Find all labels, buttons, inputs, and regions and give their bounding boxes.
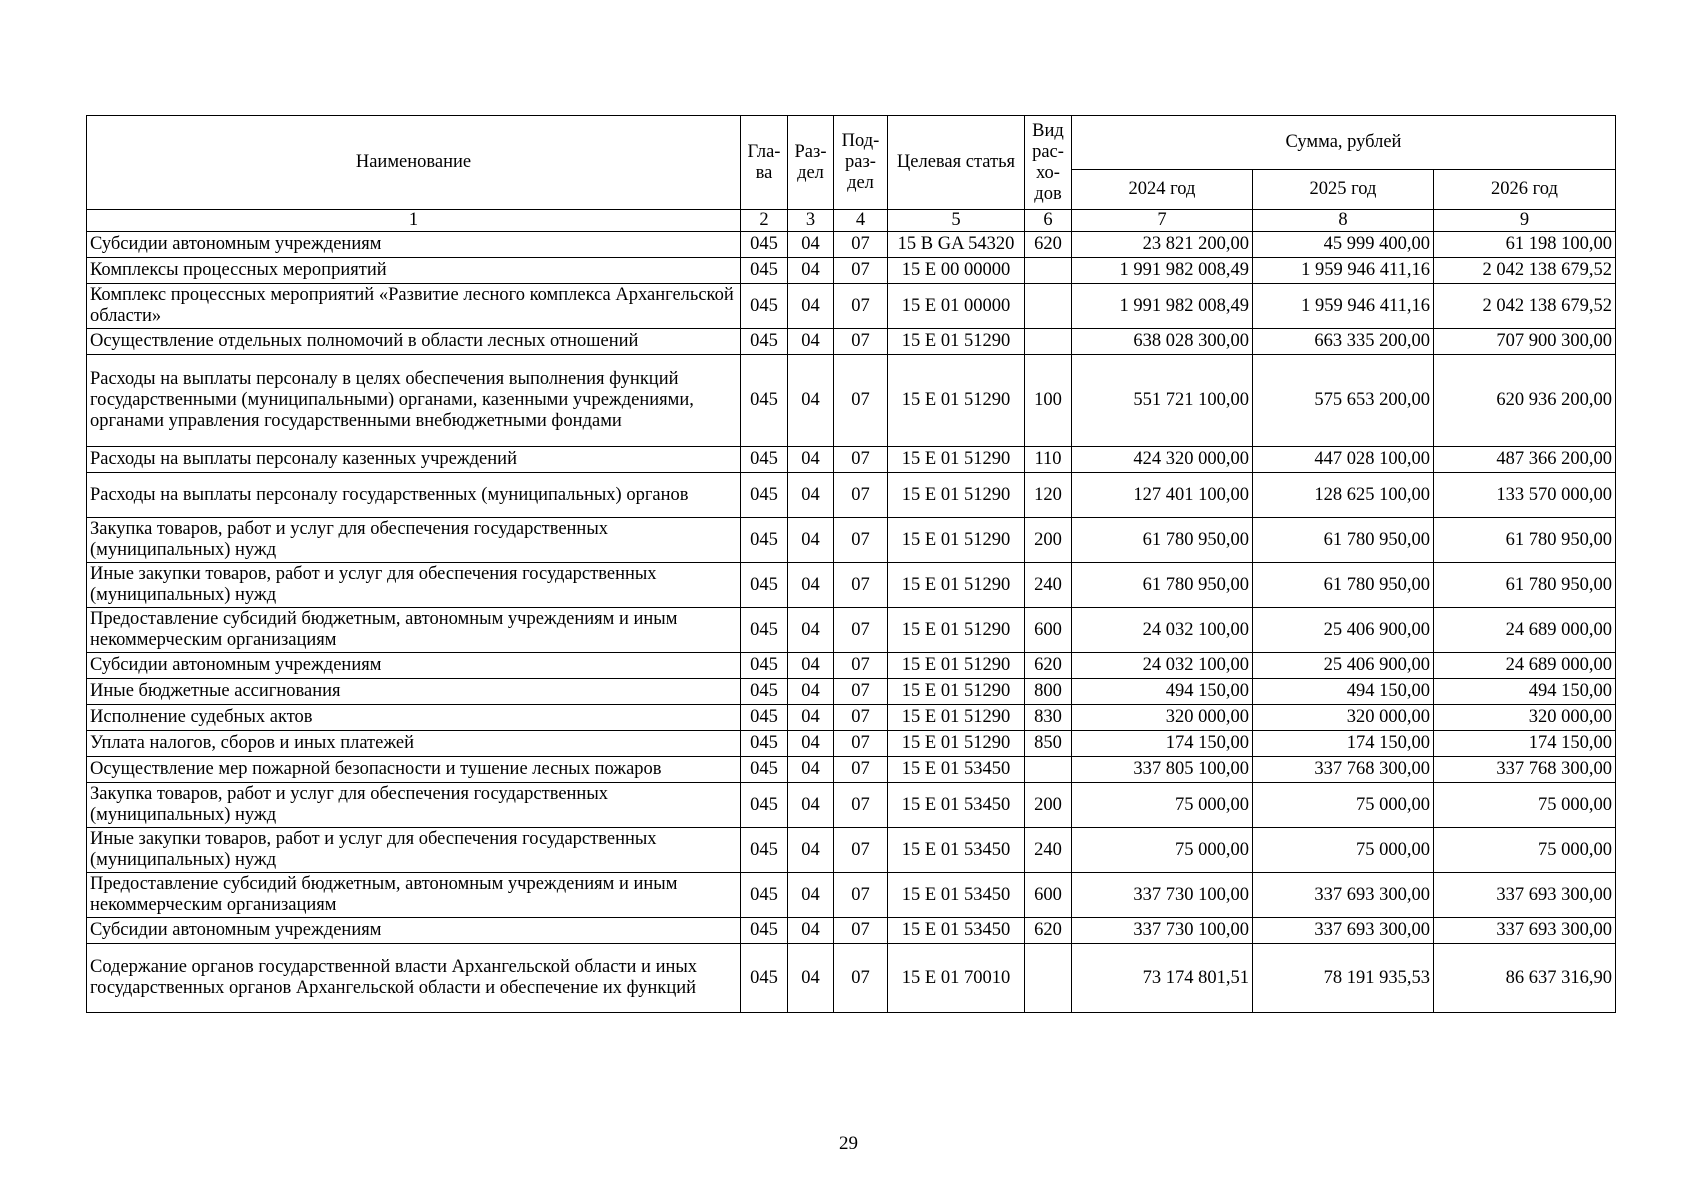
page-number: 29 bbox=[839, 1133, 858, 1154]
header-sum: Сумма, рублей bbox=[1072, 116, 1616, 170]
row-name: Предоставление субсидий бюджетным, автономным учреждениям и иным некоммерческим организациям bbox=[87, 873, 741, 918]
row-target: 15 Е 01 51290 bbox=[888, 731, 1025, 757]
column-number: 5 bbox=[888, 210, 1025, 232]
row-amount-2026: 494 150,00 bbox=[1434, 679, 1616, 705]
row-section: 04 bbox=[788, 783, 834, 828]
row-subsection: 07 bbox=[834, 731, 888, 757]
row-amount-2026: 61 198 100,00 bbox=[1434, 232, 1616, 258]
row-amount-2024: 638 028 300,00 bbox=[1072, 329, 1253, 355]
row-expense-type: 850 bbox=[1025, 731, 1072, 757]
row-target: 15 В GA 54320 bbox=[888, 232, 1025, 258]
row-amount-2025: 320 000,00 bbox=[1253, 705, 1434, 731]
row-name: Осуществление мер пожарной безопасности и тушение лесных пожаров bbox=[87, 757, 741, 783]
row-target: 15 Е 01 51290 bbox=[888, 329, 1025, 355]
row-amount-2025: 447 028 100,00 bbox=[1253, 447, 1434, 473]
row-amount-2026: 86 637 316,90 bbox=[1434, 944, 1616, 1013]
row-name: Закупка товаров, работ и услуг для обеспечения государственных (муниципальных) нужд bbox=[87, 518, 741, 563]
row-target: 15 Е 01 51290 bbox=[888, 679, 1025, 705]
row-amount-2024: 127 401 100,00 bbox=[1072, 473, 1253, 518]
column-number: 2 bbox=[741, 210, 788, 232]
row-target: 15 Е 01 51290 bbox=[888, 518, 1025, 563]
header-year-2025: 2025 год bbox=[1253, 170, 1434, 210]
row-section: 04 bbox=[788, 705, 834, 731]
row-expense-type: 600 bbox=[1025, 608, 1072, 653]
row-amount-2026: 320 000,00 bbox=[1434, 705, 1616, 731]
row-target: 15 Е 01 51290 bbox=[888, 355, 1025, 447]
row-expense-type bbox=[1025, 329, 1072, 355]
column-number: 1 bbox=[87, 210, 741, 232]
row-section: 04 bbox=[788, 563, 834, 608]
row-amount-2024: 320 000,00 bbox=[1072, 705, 1253, 731]
column-number: 9 bbox=[1434, 210, 1616, 232]
row-subsection: 07 bbox=[834, 473, 888, 518]
row-amount-2024: 23 821 200,00 bbox=[1072, 232, 1253, 258]
row-expense-type: 100 bbox=[1025, 355, 1072, 447]
row-target: 15 Е 01 53450 bbox=[888, 873, 1025, 918]
row-chapter: 045 bbox=[741, 608, 788, 653]
row-section: 04 bbox=[788, 944, 834, 1013]
table-row bbox=[87, 563, 1616, 608]
row-amount-2025: 75 000,00 bbox=[1253, 828, 1434, 873]
row-subsection: 07 bbox=[834, 828, 888, 873]
row-name: Расходы на выплаты персоналу государственных (муниципальных) органов bbox=[87, 473, 741, 518]
row-amount-2024: 75 000,00 bbox=[1072, 783, 1253, 828]
row-target: 15 Е 01 51290 bbox=[888, 653, 1025, 679]
row-chapter: 045 bbox=[741, 828, 788, 873]
column-number: 7 bbox=[1072, 210, 1253, 232]
row-subsection: 07 bbox=[834, 232, 888, 258]
table-row bbox=[87, 873, 1616, 918]
row-amount-2025: 1 959 946 411,16 bbox=[1253, 258, 1434, 284]
row-expense-type: 600 bbox=[1025, 873, 1072, 918]
row-subsection: 07 bbox=[834, 653, 888, 679]
row-chapter: 045 bbox=[741, 679, 788, 705]
table-body bbox=[87, 232, 1616, 1013]
row-chapter: 045 bbox=[741, 232, 788, 258]
row-chapter: 045 bbox=[741, 518, 788, 563]
row-name: Иные бюджетные ассигнования bbox=[87, 679, 741, 705]
row-amount-2024: 494 150,00 bbox=[1072, 679, 1253, 705]
header-year-2024: 2024 год bbox=[1072, 170, 1253, 210]
row-chapter: 045 bbox=[741, 258, 788, 284]
header-section: Раз-дел bbox=[788, 116, 834, 210]
row-expense-type: 200 bbox=[1025, 783, 1072, 828]
row-target: 15 Е 01 70010 bbox=[888, 944, 1025, 1013]
column-number: 4 bbox=[834, 210, 888, 232]
row-expense-type: 830 bbox=[1025, 705, 1072, 731]
row-name: Исполнение судебных актов bbox=[87, 705, 741, 731]
row-section: 04 bbox=[788, 679, 834, 705]
row-chapter: 045 bbox=[741, 473, 788, 518]
row-name: Комплекс процессных мероприятий «Развитие лесного комплекса Архангельской области» bbox=[87, 284, 741, 329]
budget-table bbox=[86, 115, 1616, 1013]
row-section: 04 bbox=[788, 918, 834, 944]
row-section: 04 bbox=[788, 873, 834, 918]
row-expense-type: 240 bbox=[1025, 563, 1072, 608]
row-chapter: 045 bbox=[741, 918, 788, 944]
row-amount-2025: 25 406 900,00 bbox=[1253, 653, 1434, 679]
row-name: Закупка товаров, работ и услуг для обеспечения государственных (муниципальных) нужд bbox=[87, 783, 741, 828]
row-expense-type: 800 bbox=[1025, 679, 1072, 705]
row-amount-2025: 174 150,00 bbox=[1253, 731, 1434, 757]
row-chapter: 045 bbox=[741, 329, 788, 355]
row-section: 04 bbox=[788, 355, 834, 447]
table-row bbox=[87, 757, 1616, 783]
row-amount-2025: 128 625 100,00 bbox=[1253, 473, 1434, 518]
row-amount-2026: 2 042 138 679,52 bbox=[1434, 284, 1616, 329]
row-amount-2026: 487 366 200,00 bbox=[1434, 447, 1616, 473]
row-section: 04 bbox=[788, 653, 834, 679]
row-section: 04 bbox=[788, 518, 834, 563]
row-chapter: 045 bbox=[741, 284, 788, 329]
row-name: Осуществление отдельных полномочий в области лесных отношений bbox=[87, 329, 741, 355]
row-target: 15 Е 01 53450 bbox=[888, 783, 1025, 828]
row-amount-2025: 61 780 950,00 bbox=[1253, 518, 1434, 563]
row-name: Комплексы процессных мероприятий bbox=[87, 258, 741, 284]
row-name: Предоставление субсидий бюджетным, автономным учреждениям и иным некоммерческим организациям bbox=[87, 608, 741, 653]
row-amount-2024: 337 730 100,00 bbox=[1072, 918, 1253, 944]
row-chapter: 045 bbox=[741, 705, 788, 731]
row-section: 04 bbox=[788, 828, 834, 873]
row-chapter: 045 bbox=[741, 873, 788, 918]
row-name: Иные закупки товаров, работ и услуг для обеспечения государственных (муниципальных) нужд bbox=[87, 828, 741, 873]
row-amount-2025: 337 693 300,00 bbox=[1253, 918, 1434, 944]
table-row bbox=[87, 258, 1616, 284]
table-row bbox=[87, 329, 1616, 355]
row-target: 15 Е 01 53450 bbox=[888, 918, 1025, 944]
row-subsection: 07 bbox=[834, 329, 888, 355]
row-chapter: 045 bbox=[741, 563, 788, 608]
row-expense-type: 110 bbox=[1025, 447, 1072, 473]
row-amount-2025: 75 000,00 bbox=[1253, 783, 1434, 828]
row-amount-2024: 73 174 801,51 bbox=[1072, 944, 1253, 1013]
row-section: 04 bbox=[788, 284, 834, 329]
row-section: 04 bbox=[788, 329, 834, 355]
row-subsection: 07 bbox=[834, 918, 888, 944]
row-expense-type: 620 bbox=[1025, 918, 1072, 944]
row-amount-2025: 663 335 200,00 bbox=[1253, 329, 1434, 355]
row-section: 04 bbox=[788, 608, 834, 653]
table-row bbox=[87, 705, 1616, 731]
row-name: Субсидии автономным учреждениям bbox=[87, 232, 741, 258]
row-amount-2026: 337 693 300,00 bbox=[1434, 918, 1616, 944]
row-amount-2024: 424 320 000,00 bbox=[1072, 447, 1253, 473]
row-target: 15 Е 01 51290 bbox=[888, 705, 1025, 731]
row-section: 04 bbox=[788, 473, 834, 518]
row-name: Содержание органов государственной власти Архангельской области и иных государственных органов Архангельской области и обеспечение их функций bbox=[87, 944, 741, 1013]
row-chapter: 045 bbox=[741, 653, 788, 679]
row-amount-2025: 494 150,00 bbox=[1253, 679, 1434, 705]
row-amount-2024: 1 991 982 008,49 bbox=[1072, 258, 1253, 284]
row-amount-2026: 2 042 138 679,52 bbox=[1434, 258, 1616, 284]
row-subsection: 07 bbox=[834, 563, 888, 608]
table-row bbox=[87, 679, 1616, 705]
row-subsection: 07 bbox=[834, 705, 888, 731]
column-number: 3 bbox=[788, 210, 834, 232]
row-chapter: 045 bbox=[741, 783, 788, 828]
row-amount-2024: 1 991 982 008,49 bbox=[1072, 284, 1253, 329]
row-subsection: 07 bbox=[834, 518, 888, 563]
row-subsection: 07 bbox=[834, 608, 888, 653]
column-number: 6 bbox=[1025, 210, 1072, 232]
header-subsection: Под-раз-дел bbox=[834, 116, 888, 210]
table-row bbox=[87, 653, 1616, 679]
row-subsection: 07 bbox=[834, 284, 888, 329]
row-amount-2025: 78 191 935,53 bbox=[1253, 944, 1434, 1013]
header-chapter: Гла-ва bbox=[741, 116, 788, 210]
row-subsection: 07 bbox=[834, 258, 888, 284]
row-expense-type: 120 bbox=[1025, 473, 1072, 518]
table-row bbox=[87, 731, 1616, 757]
row-name: Расходы на выплаты персоналу казенных учреждений bbox=[87, 447, 741, 473]
row-amount-2025: 337 768 300,00 bbox=[1253, 757, 1434, 783]
table-row bbox=[87, 355, 1616, 447]
row-amount-2025: 337 693 300,00 bbox=[1253, 873, 1434, 918]
header-year-2026: 2026 год bbox=[1434, 170, 1616, 210]
row-target: 15 Е 01 53450 bbox=[888, 828, 1025, 873]
row-amount-2024: 174 150,00 bbox=[1072, 731, 1253, 757]
row-amount-2024: 551 721 100,00 bbox=[1072, 355, 1253, 447]
row-chapter: 045 bbox=[741, 447, 788, 473]
row-amount-2026: 75 000,00 bbox=[1434, 783, 1616, 828]
row-target: 15 Е 01 53450 bbox=[888, 757, 1025, 783]
row-subsection: 07 bbox=[834, 944, 888, 1013]
header-target: Целевая статья bbox=[888, 116, 1025, 210]
row-subsection: 07 bbox=[834, 679, 888, 705]
table-row bbox=[87, 608, 1616, 653]
row-name: Субсидии автономным учреждениям bbox=[87, 653, 741, 679]
row-name: Уплата налогов, сборов и иных платежей bbox=[87, 731, 741, 757]
row-chapter: 045 bbox=[741, 731, 788, 757]
row-amount-2025: 575 653 200,00 bbox=[1253, 355, 1434, 447]
row-chapter: 045 bbox=[741, 944, 788, 1013]
row-target: 15 Е 01 51290 bbox=[888, 608, 1025, 653]
row-amount-2026: 337 768 300,00 bbox=[1434, 757, 1616, 783]
row-target: 15 Е 00 00000 bbox=[888, 258, 1025, 284]
row-target: 15 Е 01 51290 bbox=[888, 447, 1025, 473]
column-number: 8 bbox=[1253, 210, 1434, 232]
row-amount-2024: 337 805 100,00 bbox=[1072, 757, 1253, 783]
row-expense-type: 240 bbox=[1025, 828, 1072, 873]
row-amount-2025: 61 780 950,00 bbox=[1253, 563, 1434, 608]
row-subsection: 07 bbox=[834, 873, 888, 918]
row-expense-type: 200 bbox=[1025, 518, 1072, 563]
row-amount-2026: 75 000,00 bbox=[1434, 828, 1616, 873]
row-amount-2026: 24 689 000,00 bbox=[1434, 653, 1616, 679]
row-amount-2024: 75 000,00 bbox=[1072, 828, 1253, 873]
table-row bbox=[87, 944, 1616, 1013]
header-name: Наименование bbox=[87, 116, 741, 210]
row-amount-2025: 1 959 946 411,16 bbox=[1253, 284, 1434, 329]
row-amount-2026: 620 936 200,00 bbox=[1434, 355, 1616, 447]
row-amount-2025: 25 406 900,00 bbox=[1253, 608, 1434, 653]
row-name: Субсидии автономным учреждениям bbox=[87, 918, 741, 944]
row-amount-2026: 707 900 300,00 bbox=[1434, 329, 1616, 355]
header-expense-type: Вид рас-хо-дов bbox=[1025, 116, 1072, 210]
row-section: 04 bbox=[788, 447, 834, 473]
table-row bbox=[87, 284, 1616, 329]
row-amount-2024: 337 730 100,00 bbox=[1072, 873, 1253, 918]
row-expense-type bbox=[1025, 757, 1072, 783]
row-target: 15 Е 01 51290 bbox=[888, 563, 1025, 608]
table-row bbox=[87, 783, 1616, 828]
row-expense-type: 620 bbox=[1025, 232, 1072, 258]
row-section: 04 bbox=[788, 258, 834, 284]
table-row bbox=[87, 828, 1616, 873]
row-target: 15 Е 01 00000 bbox=[888, 284, 1025, 329]
table-row bbox=[87, 518, 1616, 563]
row-subsection: 07 bbox=[834, 757, 888, 783]
row-name: Расходы на выплаты персоналу в целях обеспечения выполнения функций государственными (муниципальными) органами, казенными учреждениями, органами управления государственными внебюджетными фондами bbox=[87, 355, 741, 447]
row-chapter: 045 bbox=[741, 355, 788, 447]
table-row bbox=[87, 473, 1616, 518]
row-expense-type: 620 bbox=[1025, 653, 1072, 679]
row-amount-2024: 24 032 100,00 bbox=[1072, 608, 1253, 653]
row-amount-2026: 174 150,00 bbox=[1434, 731, 1616, 757]
row-amount-2026: 133 570 000,00 bbox=[1434, 473, 1616, 518]
table-row bbox=[87, 447, 1616, 473]
row-chapter: 045 bbox=[741, 757, 788, 783]
row-expense-type bbox=[1025, 284, 1072, 329]
row-amount-2026: 24 689 000,00 bbox=[1434, 608, 1616, 653]
column-number-row bbox=[87, 210, 1616, 232]
table-row bbox=[87, 918, 1616, 944]
row-amount-2024: 61 780 950,00 bbox=[1072, 518, 1253, 563]
row-section: 04 bbox=[788, 757, 834, 783]
row-subsection: 07 bbox=[834, 783, 888, 828]
row-expense-type bbox=[1025, 258, 1072, 284]
row-subsection: 07 bbox=[834, 355, 888, 447]
row-amount-2025: 45 999 400,00 bbox=[1253, 232, 1434, 258]
row-name: Иные закупки товаров, работ и услуг для обеспечения государственных (муниципальных) нужд bbox=[87, 563, 741, 608]
row-expense-type bbox=[1025, 944, 1072, 1013]
row-amount-2024: 61 780 950,00 bbox=[1072, 563, 1253, 608]
row-section: 04 bbox=[788, 232, 834, 258]
table-row bbox=[87, 232, 1616, 258]
row-subsection: 07 bbox=[834, 447, 888, 473]
row-amount-2026: 61 780 950,00 bbox=[1434, 563, 1616, 608]
row-target: 15 Е 01 51290 bbox=[888, 473, 1025, 518]
row-amount-2026: 337 693 300,00 bbox=[1434, 873, 1616, 918]
row-amount-2026: 61 780 950,00 bbox=[1434, 518, 1616, 563]
row-amount-2024: 24 032 100,00 bbox=[1072, 653, 1253, 679]
row-section: 04 bbox=[788, 731, 834, 757]
